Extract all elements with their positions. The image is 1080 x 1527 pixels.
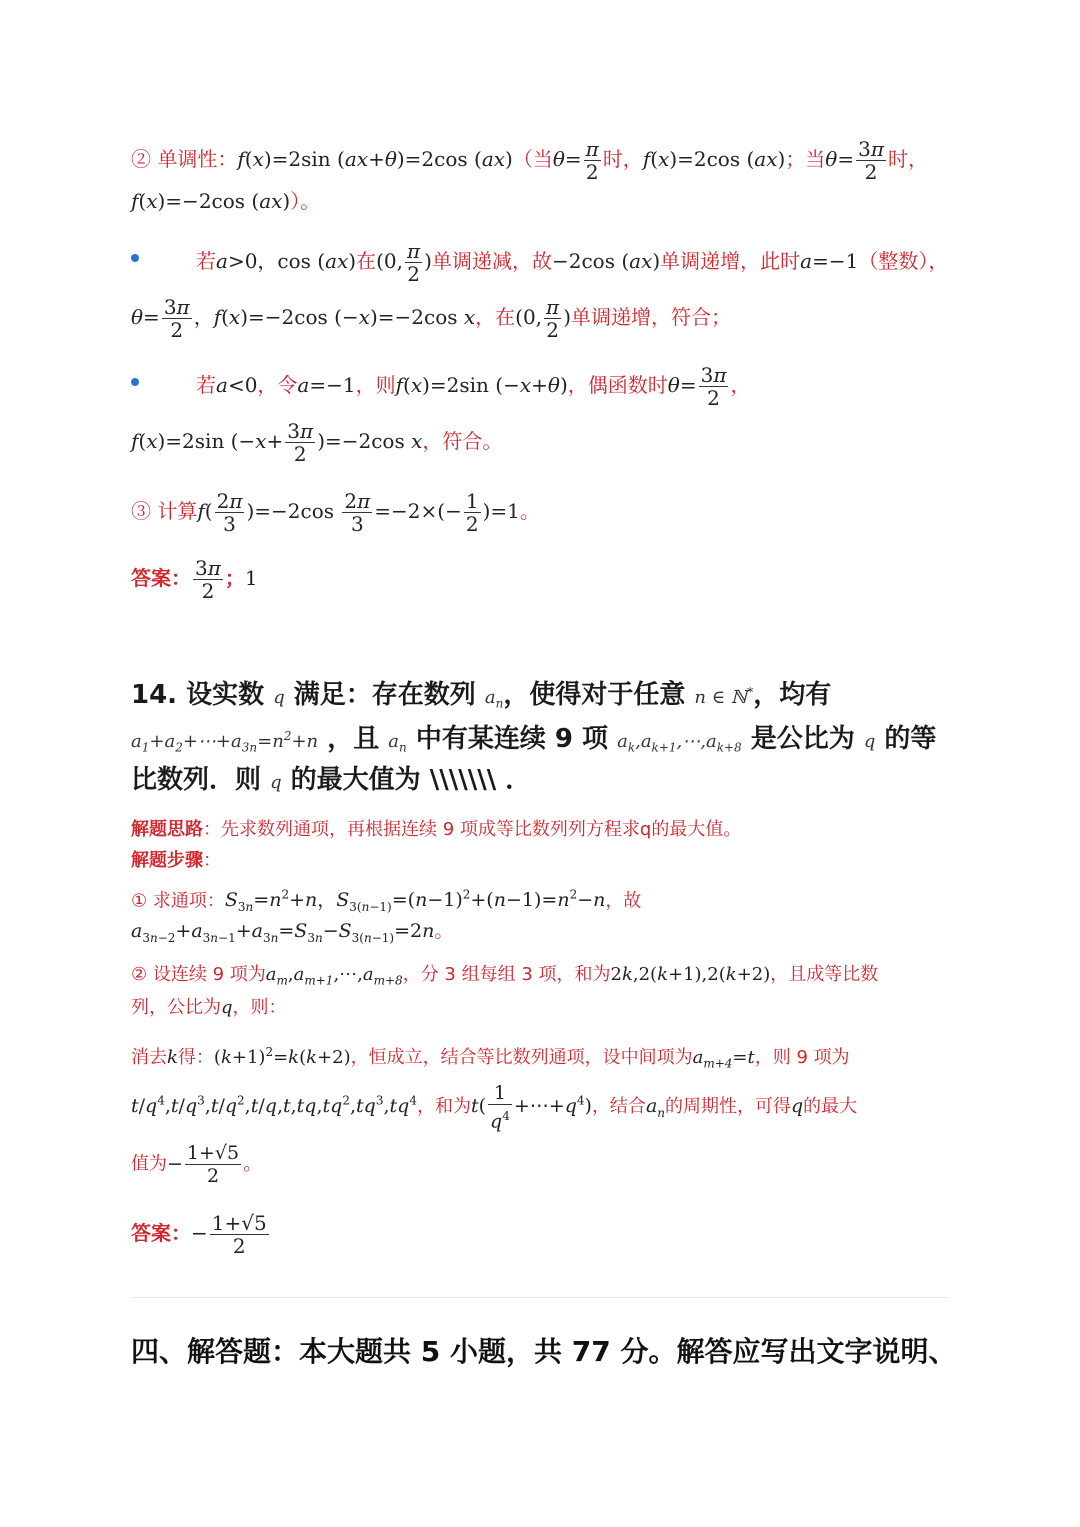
- section-4-title: 四、解答题：本大题共 5 小题，共 77 分。解答应写出文字说明、: [131, 1335, 957, 1368]
- question-14-line-2: $a_1+a_2+\cdots+a_{3n}=n^2+n$ ，且 $a_n$ 中有某连续 9 项 $a_k,a_{k+1},\cdots,a_{k+8}$ 是公比为 q 的等: [131, 724, 937, 755]
- divider: [131, 1297, 948, 1298]
- step-3: 消去k得：$(k+1)^2=k(k+2)$，恒成立，结合等比数列通项，设中间项为$a_{m+4}=t$，则 9 项为: [131, 1045, 850, 1071]
- answer-14: 答案：− $\frac{1+√5}{2}$: [131, 1211, 267, 1258]
- case-a-negative-2: f(x)=2sin (−x+ $\frac{3\pi}{2}$ )=−2cos x，符合。: [131, 419, 503, 466]
- solution-steps-label: 解题步骤：: [131, 850, 221, 871]
- step-1: ① 求通项：$S_{3n}=n^2+n$，$S_{3(n-1)}=(n-1)^2+(n-1)=n^2-n$，故: [131, 888, 642, 915]
- step-2: ② 设连续 9 项为$a_m,a_{m+1},\cdots,a_{m+8}$，分 3 组每组 3 项，和为2k,2(k+1),2(k+2)，且成等比数: [131, 964, 879, 988]
- compute-line: ③ 计算f( $\frac{2\pi}{3}$ )=−2cos $\frac{2\pi}{3}$ =−2×(− $\frac{1}{2}$ )=1。: [131, 489, 540, 536]
- monotonicity-line: ② 单调性：f(x)=2sin (ax+θ)=2cos (ax)（当θ= $\frac{\pi}{2}$ 时，f(x)=2cos (ax)；当θ= $\frac{3\pi}{2}$ 时，: [131, 137, 928, 184]
- question-14-line-3: 比数列．则 q 的最大值为 \\\\\\\ ．: [131, 765, 532, 795]
- question-14-line-1: 14. 设实数 q 满足：存在数列 $a_n$，使得对于任意 n ∈ ℕ*，均有: [131, 680, 832, 711]
- bullet-icon: [131, 254, 139, 262]
- step-3-3: 值为− $\frac{1+√5}{2}$ 。: [131, 1142, 263, 1187]
- monotonicity-line-2: f(x)=−2cos (ax)）。: [131, 189, 321, 213]
- case-a-negative: 若a<0，令a=−1，则f(x)=2sin (−x+θ)，偶函数时θ= $\frac{3\pi}{2}$ ，: [196, 363, 751, 410]
- bullet-icon: [131, 378, 139, 386]
- step-1-2: $a_{3n-2}+a_{3n-1}+a_{3n}=S_{3n}-S_{3(n-1)}=2n$。: [131, 920, 454, 945]
- step-label: ② 单调性：: [131, 147, 238, 171]
- step-2-2: 列，公比为q，则：: [131, 997, 287, 1018]
- step-3-2: $t/q^4,t/q^3,t/q^2,t/q,t,tq,tq^2,tq^3,tq^4$，和为t( $\frac{1}{q^4}$ $+\cdots+q^4$)，结合$a_n$的周期性，可得q的最大: [131, 1082, 858, 1133]
- solution-idea: 解题思路：先求数列通项，再根据连续 9 项成等比数列列方程求q的最大值。: [131, 819, 742, 840]
- case-a-positive-2: θ= $\frac{3\pi}{2}$ ，f(x)=−2cos (−x)=−2cos x，在(0, $\frac{\pi}{2}$ )单调递增，符合；: [131, 295, 731, 342]
- case-a-positive: 若a>0，cos (ax)在(0, $\frac{\pi}{2}$ )单调递减，故−2cos (ax)单调递增，此时a=−1（整数），: [196, 239, 949, 286]
- answer-13: 答案： $\frac{3\pi}{2}$ ；1: [131, 556, 258, 603]
